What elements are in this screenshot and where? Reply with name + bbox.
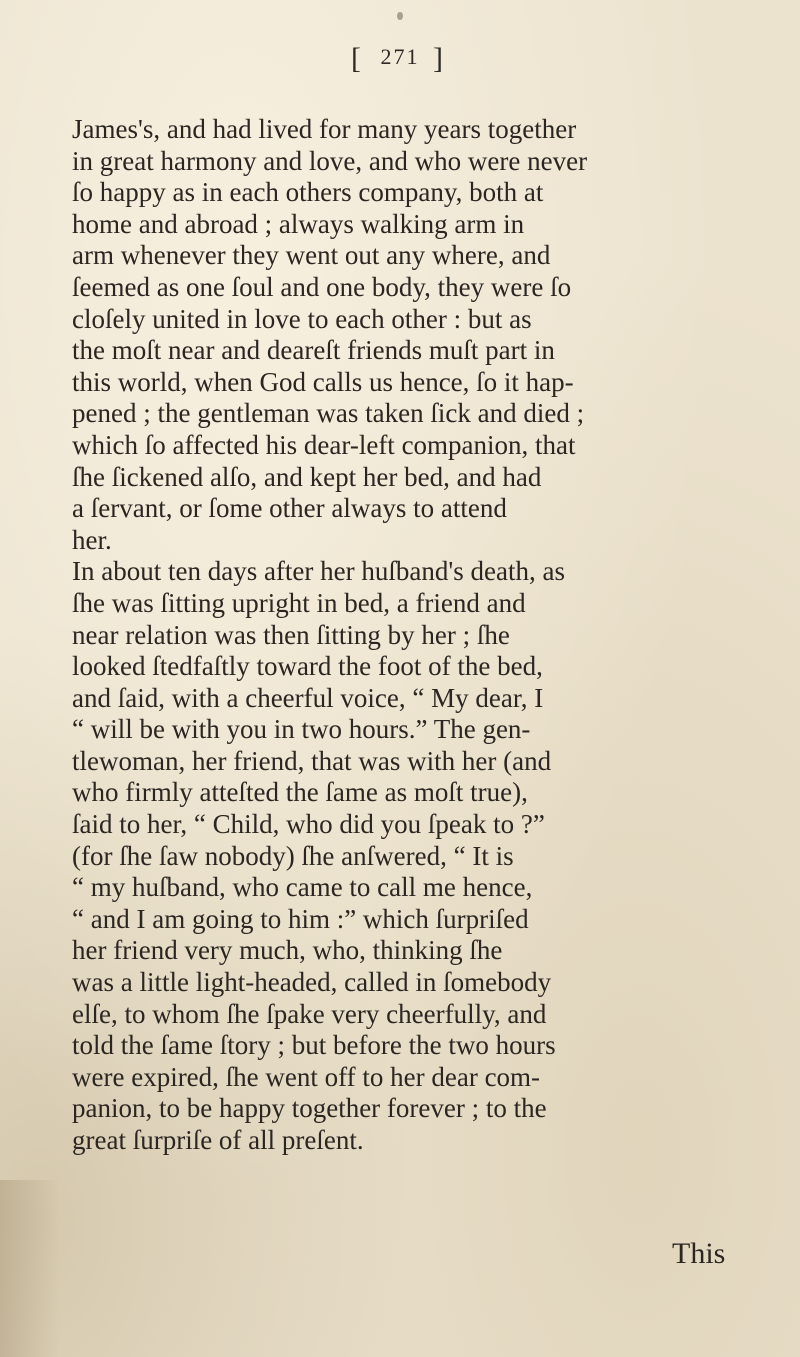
page-number: 271 [380, 44, 420, 69]
page-header [0, 42, 800, 76]
text-line: tlewoman, her friend, that was with her (and [72, 745, 552, 776]
text-line: ſaid to her, “ Child, who did you ſpeak to ?” [72, 809, 545, 840]
text-line: in great harmony and love, and who were never [72, 145, 588, 176]
text-line: a ſervant, or ſome other always to attend [72, 493, 507, 524]
text-line: and ſaid, with a cheerful voice, “ My dear, I [72, 682, 544, 713]
text-line: panion, to be happy together forever ; to the [72, 1093, 547, 1124]
text-line: elſe, to whom ſhe ſpake very cheerfully, and [72, 998, 547, 1029]
text-line: near relation was then ſitting by her ; ſhe [72, 619, 510, 650]
text-line: was a little light-headed, called in ſomebody [72, 967, 552, 998]
header-close-bracket: ] [433, 42, 449, 75]
text-line: were expired, ſhe went off to her dear com- [72, 1061, 541, 1092]
text-line: the moſt near and deareſt friends muſt part in [72, 335, 555, 366]
text-line: ſeemed as one ſoul and one body, they were ſo [72, 271, 572, 302]
text-line: cloſely united in love to each other : but as [72, 303, 532, 334]
text-line: home and abroad ; always walking arm in [72, 208, 525, 239]
text-line: “ and I am going to him :” which ſurpriſed [72, 903, 529, 934]
text-line: pened ; the gentleman was taken ſick and died ; [72, 398, 585, 429]
text-line: this world, when God calls us hence, ſo it hap- [72, 366, 574, 397]
text-line: her friend very much, who, thinking ſhe [72, 935, 503, 966]
body-text [72, 114, 792, 1157]
page-shadow [0, 1180, 60, 1357]
header-open-bracket: [ [351, 42, 367, 75]
text-line: “ will be with you in two hours.” The gen- [72, 714, 531, 745]
text-line: ſo happy as in each others company, both at [72, 177, 544, 208]
text-line: “ my huſband, who came to call me hence, [72, 872, 533, 903]
text-line: James's, and had lived for many years together [72, 114, 577, 144]
text-line: (for ſhe ſaw nobody) ſhe anſwered, “ It is [72, 840, 514, 871]
text-line: arm whenever they went out any where, and [72, 240, 551, 271]
text-line: ſhe ſickened alſo, and kept her bed, and had [72, 461, 542, 492]
text-line: In about ten days after her huſband's death, as [72, 556, 565, 587]
catchword: This [672, 1237, 726, 1270]
text-line: great ſurpriſe of all preſent. [72, 1125, 364, 1155]
text-line: who firmly atteſted the ſame as moſt true), [72, 777, 528, 808]
text-line: looked ſtedfaſtly toward the foot of the bed, [72, 651, 543, 682]
text-line: ſhe was ſitting upright in bed, a friend and [72, 587, 526, 618]
text-line: told the ſame ſtory ; but before the two hours [72, 1030, 556, 1061]
ink-spot [397, 12, 403, 20]
text-line: which ſo affected his dear-left companion, that [72, 429, 576, 460]
text-line: her. [72, 524, 112, 555]
